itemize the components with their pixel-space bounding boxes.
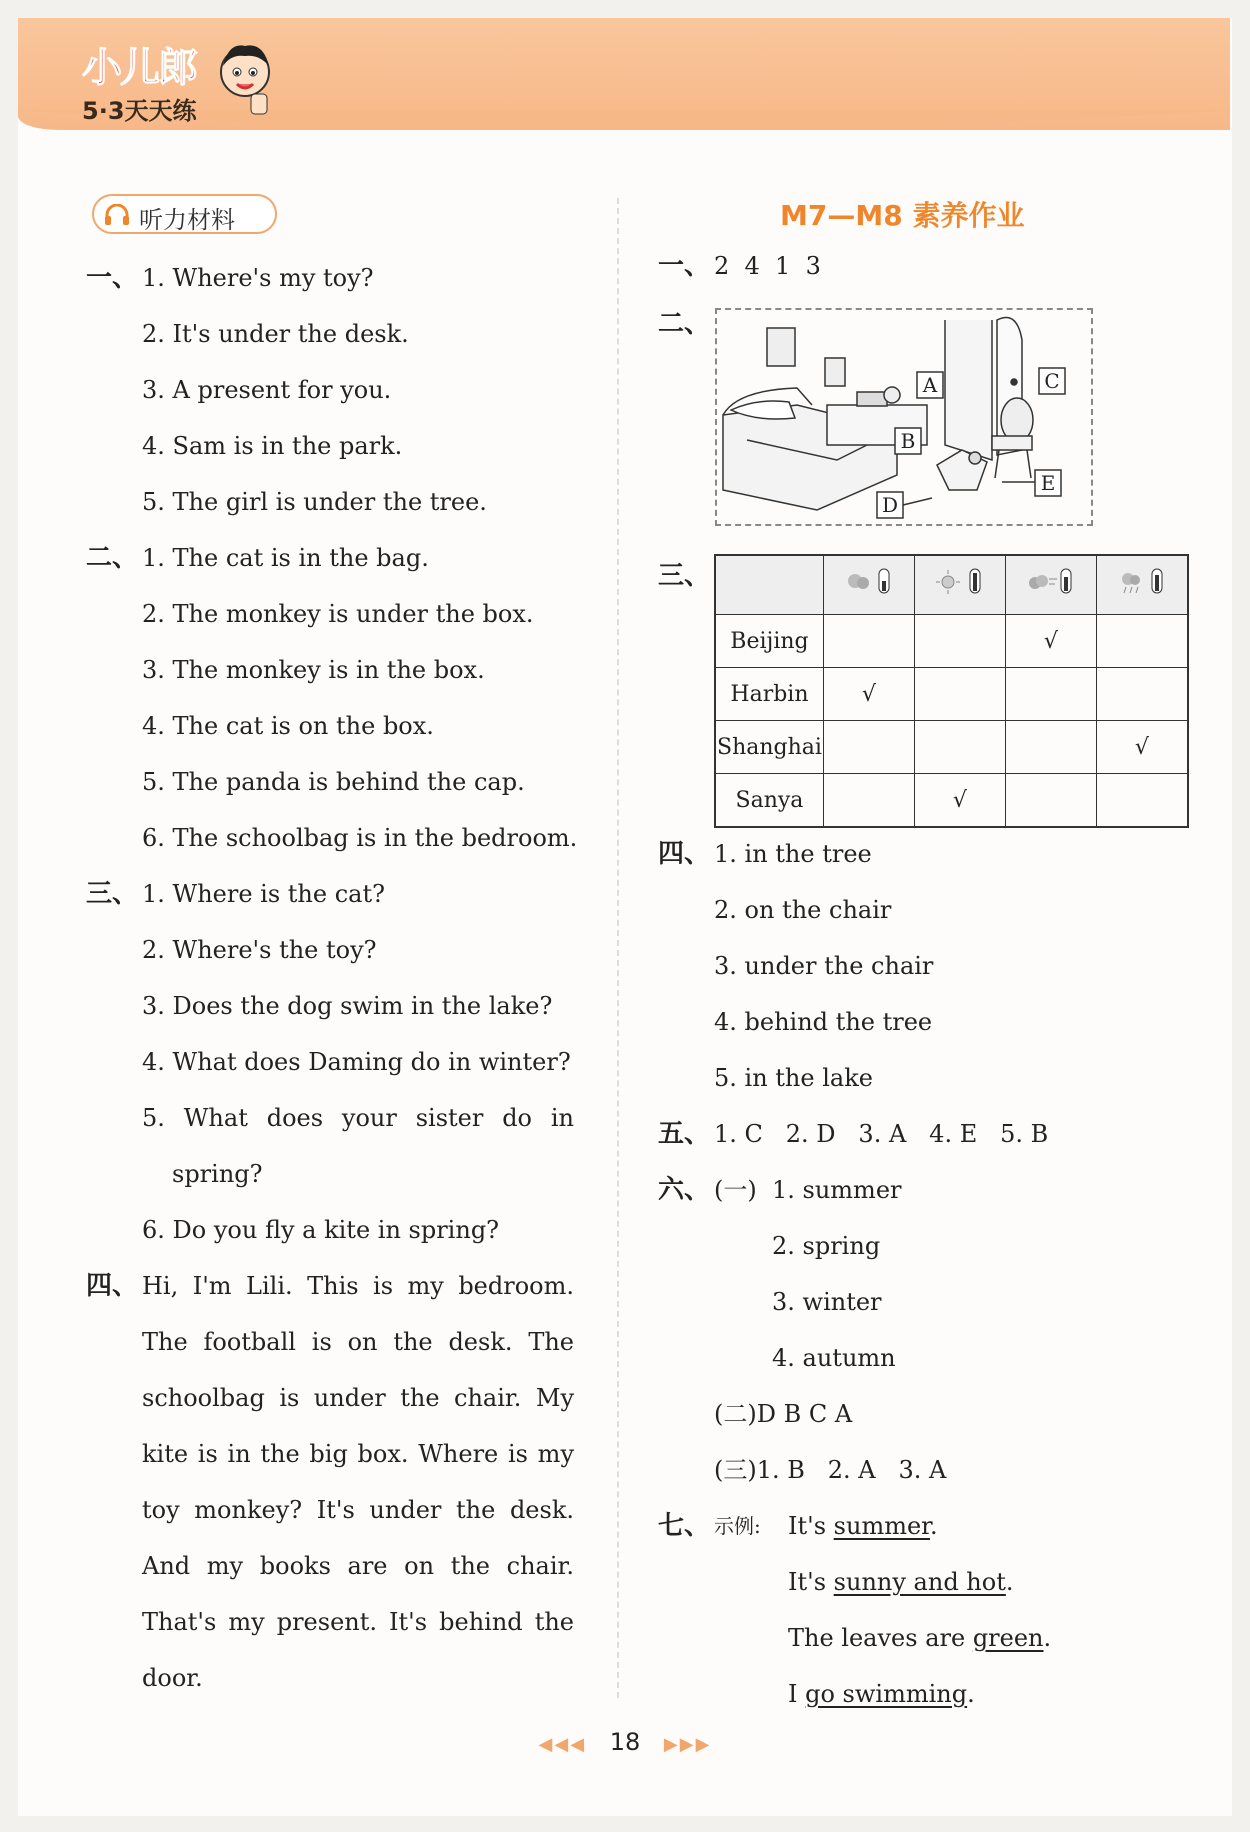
logo-main-text: 小儿郎 <box>82 45 196 91</box>
city-cell: Sanya <box>715 774 823 828</box>
list-item: 1. in the tree <box>714 840 872 868</box>
list-item: 5. in the lake <box>714 1064 873 1092</box>
check-cell <box>823 721 914 774</box>
pill-label: 听力材料 <box>139 206 235 234</box>
list-item: 6. Do you fly a kite in spring? <box>142 1216 500 1244</box>
section-3-label: 三、 <box>658 561 711 591</box>
header-cell <box>1005 555 1096 615</box>
list-item: 3. A present for you. <box>142 376 392 404</box>
page-footer <box>0 1728 1250 1756</box>
header-banner <box>18 18 1230 130</box>
list-item: 2. spring <box>772 1232 881 1260</box>
weather-table <box>714 554 1189 828</box>
list-item-continuation: spring? <box>172 1160 263 1188</box>
answer-text: 2 4 1 3 <box>714 252 821 280</box>
section-5-label: 五、 <box>658 1119 711 1149</box>
list-item: 1. Where is the cat? <box>142 880 385 908</box>
list-item: 5. What does your sister do in <box>142 1104 574 1132</box>
section-4-label: 四、 <box>86 1271 139 1301</box>
part-label: (一) <box>714 1176 757 1204</box>
sentence-text: . <box>1043 1624 1052 1652</box>
list-item: 3. under the chair <box>714 952 934 980</box>
check-cell <box>823 615 914 668</box>
list-item: 3. Does the dog swim in the lake? <box>142 992 553 1020</box>
listening-material-pill <box>92 194 277 234</box>
answer-underlined: green <box>972 1624 1044 1652</box>
sentence-line <box>788 1510 938 1542</box>
paragraph-line: And my books are on the chair. <box>142 1552 574 1580</box>
page-title: M7—M8 素养作业 <box>780 199 1025 232</box>
header-cell <box>914 555 1005 615</box>
header-cell <box>823 555 914 615</box>
list-item: 4. What does Daming do in winter? <box>142 1048 571 1076</box>
sentence-text: I <box>788 1680 806 1708</box>
section-4-label: 四、 <box>658 839 711 869</box>
table-corner-cell <box>715 555 823 615</box>
answer-text: (二)D B C A <box>714 1400 853 1428</box>
city-cell: Beijing <box>715 615 823 668</box>
windy-cloudy-icon <box>1021 565 1081 599</box>
paragraph-line: door. <box>142 1664 203 1692</box>
section-2-label: 二、 <box>86 543 139 573</box>
sentence-text: . <box>930 1512 938 1540</box>
check-cell <box>1096 615 1188 668</box>
check-cell <box>914 615 1005 668</box>
paragraph-line: The football is on the desk. The <box>142 1328 574 1356</box>
logo <box>82 36 197 126</box>
list-item: 3. winter <box>772 1288 882 1316</box>
list-item: 2. on the chair <box>714 896 892 924</box>
list-item: 2. It's under the desk. <box>142 320 409 348</box>
answer-underlined: go swimming <box>805 1680 968 1708</box>
sentence-text: The leaves are <box>788 1624 973 1652</box>
section-1-label: 一、 <box>86 263 139 293</box>
sentence-text: . <box>967 1680 975 1708</box>
check-cell <box>823 774 914 828</box>
check-cell <box>914 721 1005 774</box>
example-label: 示例: <box>714 1514 761 1538</box>
check-cell: √ <box>914 774 1005 828</box>
next-arrows-icon: ▶▶▶ <box>663 1734 712 1755</box>
picture-label-d: D <box>881 493 899 517</box>
answer-text: (三)1. B 2. A 3. A <box>714 1456 947 1484</box>
logo-sub-text: 5·3天天练 <box>82 97 197 125</box>
sentence-line <box>788 1622 1051 1654</box>
list-item: 4. behind the tree <box>714 1008 933 1036</box>
answer-underlined: sunny and hot <box>833 1568 1006 1596</box>
header-cell <box>1096 555 1188 615</box>
check-cell <box>1005 721 1096 774</box>
table-row <box>715 668 1188 721</box>
list-item: 1. The cat is in the bag. <box>142 544 429 572</box>
list-item: 2. The monkey is under the box. <box>142 600 534 628</box>
check-cell <box>1096 774 1188 828</box>
picture-label-e: E <box>1040 471 1056 495</box>
sunny-hot-icon <box>930 565 990 599</box>
section-1-label: 一、 <box>658 251 711 281</box>
picture-label-c: C <box>1044 369 1060 393</box>
headphones-icon <box>104 204 130 226</box>
section-6-label: 六、 <box>658 1175 711 1205</box>
check-cell <box>914 668 1005 721</box>
list-item: 1. Where's my toy? <box>142 264 374 292</box>
table-row <box>715 721 1188 774</box>
prev-arrows-icon: ◀◀◀ <box>538 1734 587 1755</box>
list-item: 5. The panda is behind the cap. <box>142 768 525 796</box>
picture-label-b: B <box>900 429 916 453</box>
answer-underlined: summer <box>833 1512 930 1540</box>
page-number: 18 <box>609 1728 641 1756</box>
sentence-text: . <box>1005 1568 1014 1596</box>
paragraph-line: schoolbag is under the chair. My <box>142 1384 574 1412</box>
paragraph-line: kite is in the big box. Where is my <box>142 1440 574 1468</box>
picture-label-a: A <box>922 373 938 397</box>
list-item: 4. autumn <box>772 1344 896 1372</box>
list-item: 1. summer <box>772 1176 902 1204</box>
check-cell: √ <box>1096 721 1188 774</box>
city-cell: Harbin <box>715 668 823 721</box>
paragraph-line: Hi, I'm Lili. This is my bedroom. <box>142 1272 574 1300</box>
list-item: 2. Where's the toy? <box>142 936 377 964</box>
check-cell <box>1005 668 1096 721</box>
column-divider <box>617 198 619 1698</box>
mascot-boy-icon <box>215 38 275 118</box>
sentence-text: It's <box>788 1568 834 1596</box>
bedroom-picture <box>715 308 1093 526</box>
sentence-line <box>788 1566 1014 1598</box>
list-item: 6. The schoolbag is in the bedroom. <box>142 824 578 852</box>
table-row <box>715 615 1188 668</box>
check-cell: √ <box>823 668 914 721</box>
table-row <box>715 774 1188 828</box>
paragraph-line: toy monkey? It's under the desk. <box>142 1496 574 1524</box>
table-header-row <box>715 555 1188 615</box>
list-item: 3. The monkey is in the box. <box>142 656 485 684</box>
list-item: 4. Sam is in the park. <box>142 432 403 460</box>
section-3-label: 三、 <box>86 879 139 909</box>
sentence-text: It's <box>788 1512 834 1540</box>
sentence-line <box>788 1678 975 1710</box>
check-cell <box>1096 668 1188 721</box>
check-cell: √ <box>1005 615 1096 668</box>
list-item: 5. The girl is under the tree. <box>142 488 487 516</box>
check-cell <box>1005 774 1096 828</box>
section-7-label: 七、 <box>658 1511 711 1541</box>
cloudy-cold-icon <box>839 565 899 599</box>
rainy-warm-icon <box>1112 565 1172 599</box>
list-item: 4. The cat is on the box. <box>142 712 434 740</box>
city-cell: Shanghai <box>715 721 823 774</box>
bedroom-illustration-icon <box>717 310 1091 524</box>
paragraph-line: That's my present. It's behind the <box>142 1608 574 1636</box>
answer-text: 1. C 2. D 3. A 4. E 5. B <box>714 1120 1049 1148</box>
section-2-label: 二、 <box>658 309 711 339</box>
